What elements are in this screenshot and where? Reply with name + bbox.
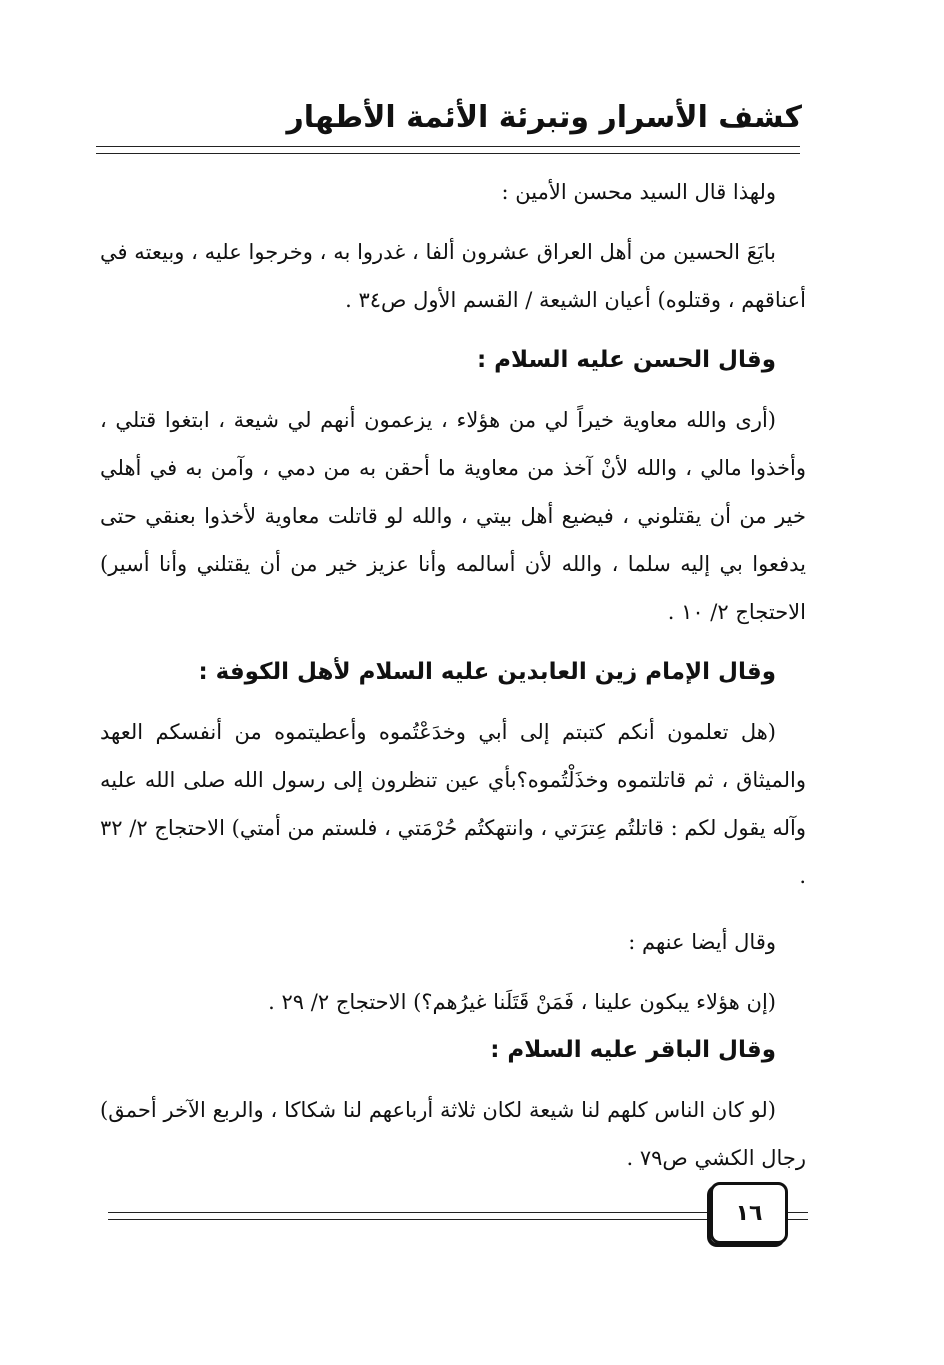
- quote-hasan-paragraph: (أرى والله معاوية خيراً لي من هؤلاء ، يزعمون أنهم لي شيعة ، ابتغوا قتلي ، وأخذوا مالي ، والله لأنْ آخذ من معاوية ما أحقن به من دمي ، وآمن به في أهلي خير من أن يقتلوني ، فيضيع أهل بيتي ، والله لو قاتلت معاوية لأخذوا بعنقي حتى يدفعوا بي إليه سلما ، والله لأن أسالمه وأنا عزيز خير من أن يقتلني وأنا أسير) الاحتجاج ٢/ ١٠ .: [100, 408, 806, 624]
- header-double-rule: [96, 146, 800, 154]
- quote-zain-paragraph: (هل تعلمون أنكم كتبتم إلى أبي وخدَعْتُموه وأعطيتموه من أنفسكم العهد والميثاق ، ثم قاتلتموه وخذَلْتُموه؟بأي عين تنظرون إلى رسول الله صلى الله عليه وآله يقول لكم : قاتلتُم عِترَتي ، وانتهكتُم حُرْمَتي ، فلستم من أمتي) الاحتجاج ٢/ ٣٢ .: [100, 720, 806, 888]
- quote-baqir-paragraph: (لو كان الناس كلهم لنا شيعة لكان ثلاثة أرباعهم لنا شكاكا ، والربع الآخر أحمق) رجال الكشي ص٧٩ .: [100, 1098, 806, 1170]
- quote-amin-paragraph: بايَعَ الحسين من أهل العراق عشرون ألفا ، غدروا به ، وخرجوا عليه ، وبيعته في أعناقهم ، وقتلوه) أعيان الشيعة / القسم الأول ص٣٤ .: [100, 240, 806, 312]
- footer-double-rule-left: [108, 1212, 710, 1220]
- heading-baqir: وقال الباقر عليه السلام :: [490, 1037, 776, 1063]
- heading-hasan: وقال الحسن عليه السلام :: [476, 347, 776, 373]
- also-said-line: وقال أيضا عنهم :: [628, 930, 776, 954]
- page-body: [100, 168, 806, 1182]
- quote-also-paragraph: (إن هؤلاء يبكون علينا ، فَمَنْ قَتَلَنا غيرُهم؟) الاحتجاج ٢/ ٢٩ .: [268, 990, 776, 1014]
- page-number: ١٦: [710, 1182, 788, 1244]
- running-header-title: كشف الأسرار وتبرئة الأئمة الأطهار: [286, 100, 802, 135]
- heading-zain-al-abidin: وقال الإمام زين العابدين عليه السلام لأهل الكوفة :: [198, 659, 776, 685]
- footer-double-rule-right: [788, 1212, 808, 1220]
- intro-line: ولهذا قال السيد محسن الأمين :: [501, 180, 776, 204]
